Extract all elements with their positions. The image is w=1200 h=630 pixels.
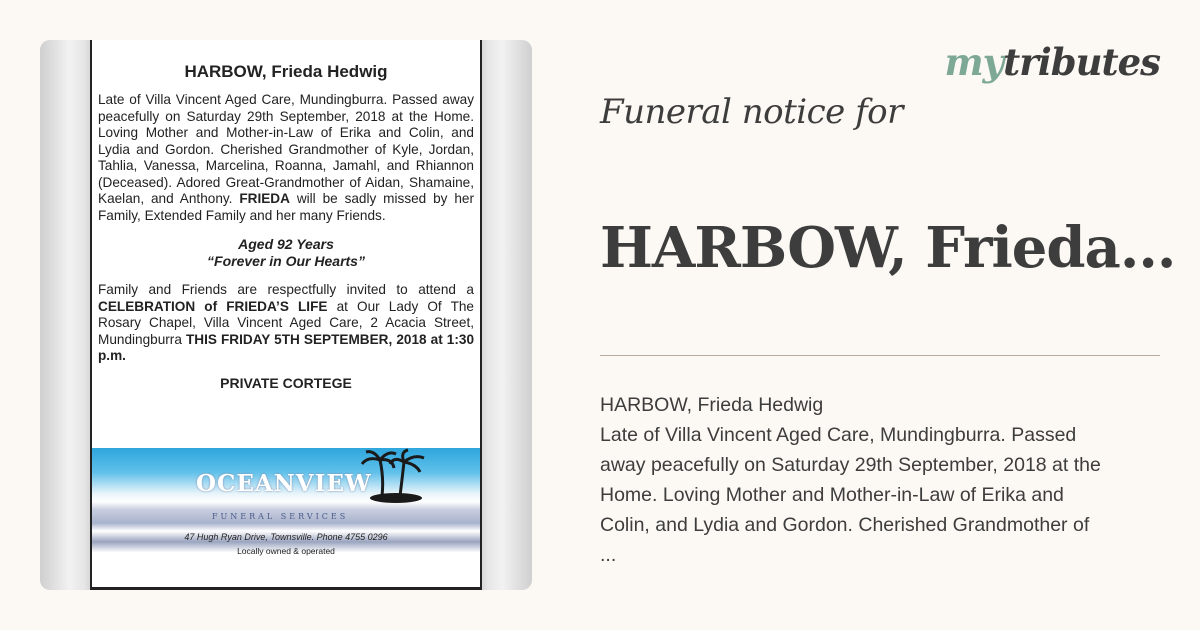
notice-title: HARBOW, Frieda Hedwig	[184, 62, 388, 81]
excerpt-line: Colin, and Lydia and Gordon. Cherished Grandmother of	[600, 514, 1090, 536]
ad-logo-subtitle: FUNERAL SERVICES	[212, 512, 349, 521]
notice-para2-text: Family and Friends are respectfully invited to attend a	[98, 282, 474, 297]
ad-address: 47 Hugh Ryan Drive, Townsville. Phone 4755 0296	[184, 532, 388, 542]
page-subtitle: Funeral notice for	[600, 92, 903, 132]
notice-para2-text-mid: at Our Lady Of The Rosary Chapel, Villa Vincent Aged Care, 2 Acacia Street, Mundingburra	[98, 298, 474, 347]
notice-para2-bold-date: THIS FRIDAY 5TH SEPTEMBER, 2018 at 1:30 p.m.	[98, 331, 474, 363]
ad-logo: OCEANVIEW	[196, 470, 372, 497]
newspaper-notice	[90, 40, 482, 590]
funeral-director-ad	[92, 448, 480, 582]
mytributes-logo[interactable]	[944, 40, 1160, 84]
notice-excerpt	[600, 390, 1190, 570]
excerpt-line: Home. Loving Mother and Mother-in-Law of Erika and	[600, 484, 1064, 506]
logo-suffix: tributes	[1003, 40, 1160, 84]
notice-paragraph-1	[98, 92, 474, 224]
excerpt-ellipsis: ...	[600, 544, 617, 566]
excerpt-line: away peacefully on Saturday 29th September, 2018 at the	[600, 454, 1101, 476]
notice-para2-bold: CELEBRATION of FRIEDA’S LIFE	[98, 298, 328, 314]
notice-paragraph-2	[98, 282, 474, 365]
notice-para1-text-end: will be sadly missed by her Family, Extended Family and her many Friends.	[98, 191, 474, 223]
divider	[600, 355, 1160, 356]
notice-para1-text: Late of Villa Vincent Aged Care, Mundingburra. Passed away peacefully on Saturday 29th September, 2018 at the Home. Loving Mother and Mother-in-Law of Erika and Colin, and Lydia and Gordon. Cherished Grandmother of Kyle, Jordan, Tahlia, Vanessa, Marcelina, Roanna, Jamahl, and Rhiannon (Deceased). Adored Great-Grandmother of Aidan, Shamaine, Kaelan, and Anthony.	[98, 92, 474, 206]
notice-para1-bold: FRIEDA	[239, 191, 290, 206]
excerpt-line: Late of Villa Vincent Aged Care, Mundingburra. Passed	[600, 424, 1077, 446]
notice-age: Aged 92 Years	[238, 236, 334, 252]
notice-bottom-rule	[92, 587, 480, 590]
notice-motto: “Forever in Our Hearts”	[207, 253, 365, 269]
ad-tagline: Locally owned & operated	[237, 546, 335, 556]
notice-image	[40, 40, 532, 590]
logo-prefix: my	[944, 40, 1004, 84]
notice-private-cortege: PRIVATE CORTEGE	[220, 374, 352, 391]
excerpt-line: HARBOW, Frieda Hedwig	[600, 394, 824, 416]
page-title: HARBOW, Frieda...	[600, 215, 1176, 281]
